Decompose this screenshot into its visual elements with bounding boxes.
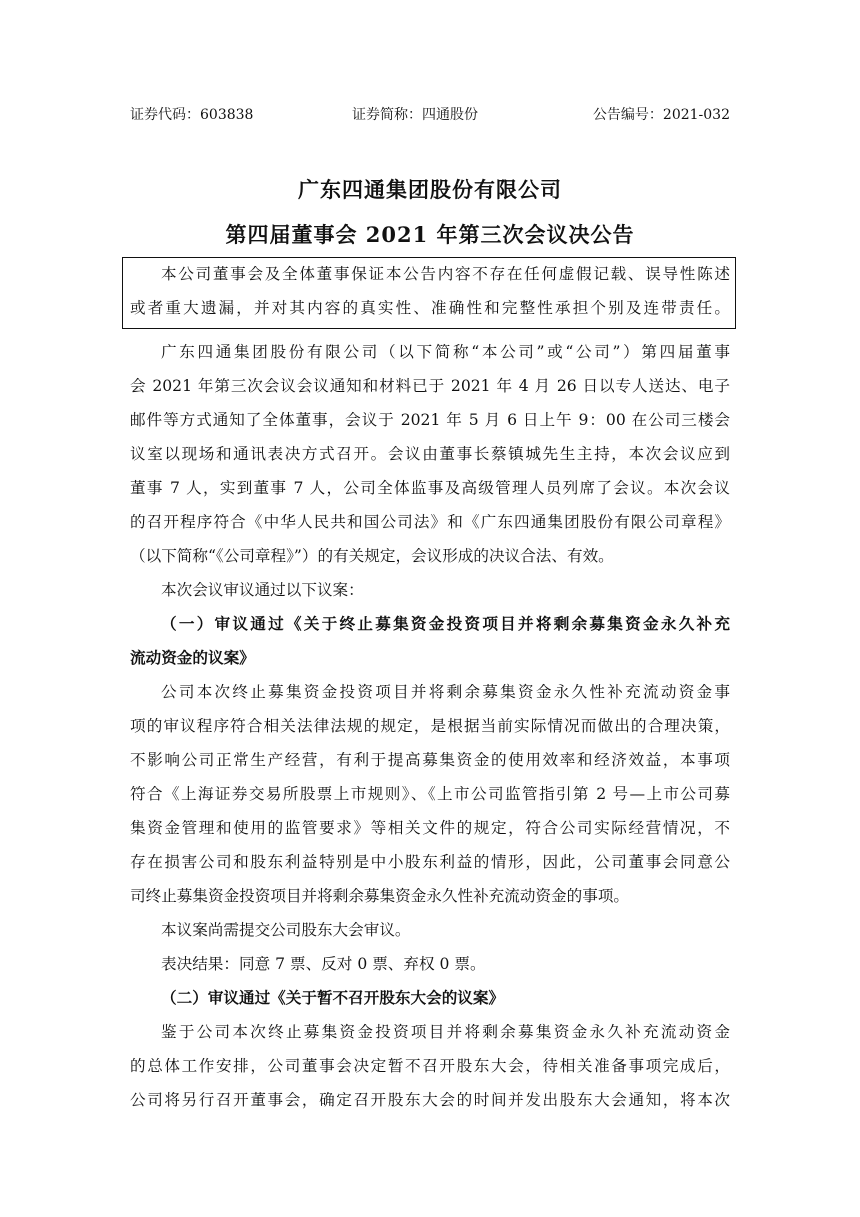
company-title: 广东四通集团股份有限公司: [298, 177, 562, 202]
disclaimer-line: [0, 262, 860, 294]
vote-result: 表决结果：同意 7 票、反对 0 票、弃权 0 票。: [161, 955, 486, 973]
section-heading: （一）审议通过《关于终止募集资金投资项目并将剩余募集资金永久补充: [161, 614, 730, 633]
item2-body-line: [0, 1020, 860, 1052]
paragraph-text: 会 2021 年第三次会议会议通知和材料已于 2021 年 4 月 26 日以专人送达、电子: [130, 377, 730, 395]
intro-line: [0, 408, 860, 440]
intro-line: [0, 544, 860, 576]
item2-body-line: [0, 1088, 860, 1120]
submit-note-line: [0, 918, 860, 950]
header-info: [130, 104, 730, 126]
item1-body-line: [0, 782, 860, 814]
paragraph-text: 公司将另行召开董事会，确定召开股东大会的时间并发出股东大会通知，将本次: [130, 1091, 730, 1109]
paragraph-text: 公司本次终止募集资金投资项目并将剩余募集资金永久性补充流动资金事: [161, 683, 730, 701]
stock-code: 证券代码：603838: [130, 107, 254, 123]
paragraph-text: 存在损害公司和股东利益特别是中小股东利益的情形，因此，公司董事会同意公: [130, 853, 730, 871]
paragraph-text: 董事 7 人，实到董事 7 人，公司全体监事及高级管理人员列席了会议。本次会议: [130, 479, 730, 497]
paragraph-text: 议室以现场和通讯表决方式召开。会议由董事长蔡镇城先生主持，本次会议应到: [130, 445, 730, 463]
item1-body-line: [0, 884, 860, 916]
item1-body-line: [0, 748, 860, 780]
paragraph-text: 本议案尚需提交公司股东大会审议。: [161, 921, 411, 939]
paragraph-text: 集资金管理和使用的监管要求》等相关文件的规定，符合公司实际经营情况，不: [130, 819, 730, 837]
paragraph-text: 项的审议程序符合相关法律法规的规定，是根据当前实际情况而做出的合理决策，: [130, 717, 730, 735]
item1-heading-line: [0, 612, 860, 644]
paragraph-text: 司终止募集资金投资项目并将剩余募集资金永久性补充流动资金的事项。: [130, 887, 630, 905]
item2-body-line: [0, 1054, 860, 1086]
paragraph-text: 本次会议审议通过以下议案：: [161, 581, 364, 599]
paragraph-text: 的总体工作安排，公司董事会决定暂不召开股东大会，待相关准备事项完成后，: [130, 1057, 730, 1075]
paragraph-text: （以下简称“《公司章程》”）的有关规定，会议形成的决议合法、有效。: [130, 547, 614, 565]
paragraph-text: 广东四通集团股份有限公司（以下简称“本公司”或“公司”）第四届董事: [161, 343, 730, 361]
disclaimer-text: 本公司董事会及全体董事保证本公告内容不存在任何虚假记载、误导性陈述: [161, 265, 730, 283]
paragraph-text: 邮件等方式通知了全体董事，会议于 2021 年 5 月 6 日上午 9：00 在公司三楼会: [130, 411, 730, 429]
announcement-title: 第四届董事会 2021 年第三次会议决公告: [225, 222, 635, 247]
item1-body-line: [0, 850, 860, 882]
item1-body-line: [0, 680, 860, 712]
section-heading: 流动资金的议案》: [130, 648, 255, 667]
section-heading: （二）审议通过《关于暂不召开股东大会的议案》: [161, 988, 505, 1007]
paragraph-text: 的召开程序符合《中华人民共和国公司法》和《广东四通集团股份有限公司章程》: [130, 513, 730, 531]
intro-line: [0, 340, 860, 372]
item1-body-line: [0, 816, 860, 848]
review-intro-line: [0, 578, 860, 610]
paragraph-text: 鉴于公司本次终止募集资金投资项目并将剩余募集资金永久补充流动资金: [161, 1023, 730, 1041]
item1-heading-line: [0, 646, 860, 678]
intro-line: [0, 476, 860, 508]
item1-body-line: [0, 714, 860, 746]
intro-line: [0, 442, 860, 474]
vote-result-line: [0, 952, 860, 984]
item2-heading-line: [0, 986, 860, 1018]
intro-line: [0, 374, 860, 406]
disclaimer-line: [0, 296, 860, 328]
paragraph-text: 不影响公司正常生产经营，有利于提高募集资金的使用效率和经济效益，本事项: [130, 751, 730, 769]
announcement-number: 公告编号：2021-032: [592, 107, 730, 123]
paragraph-text: 符合《上海证券交易所股票上市规则》、《上市公司监管指引第 2 号—上市公司募: [130, 785, 730, 803]
disclaimer-text: 或者重大遗漏，并对其内容的真实性、准确性和完整性承担个别及连带责任。: [130, 299, 730, 317]
stock-name: 证券简称：四通股份: [352, 107, 478, 123]
intro-line: [0, 510, 860, 542]
